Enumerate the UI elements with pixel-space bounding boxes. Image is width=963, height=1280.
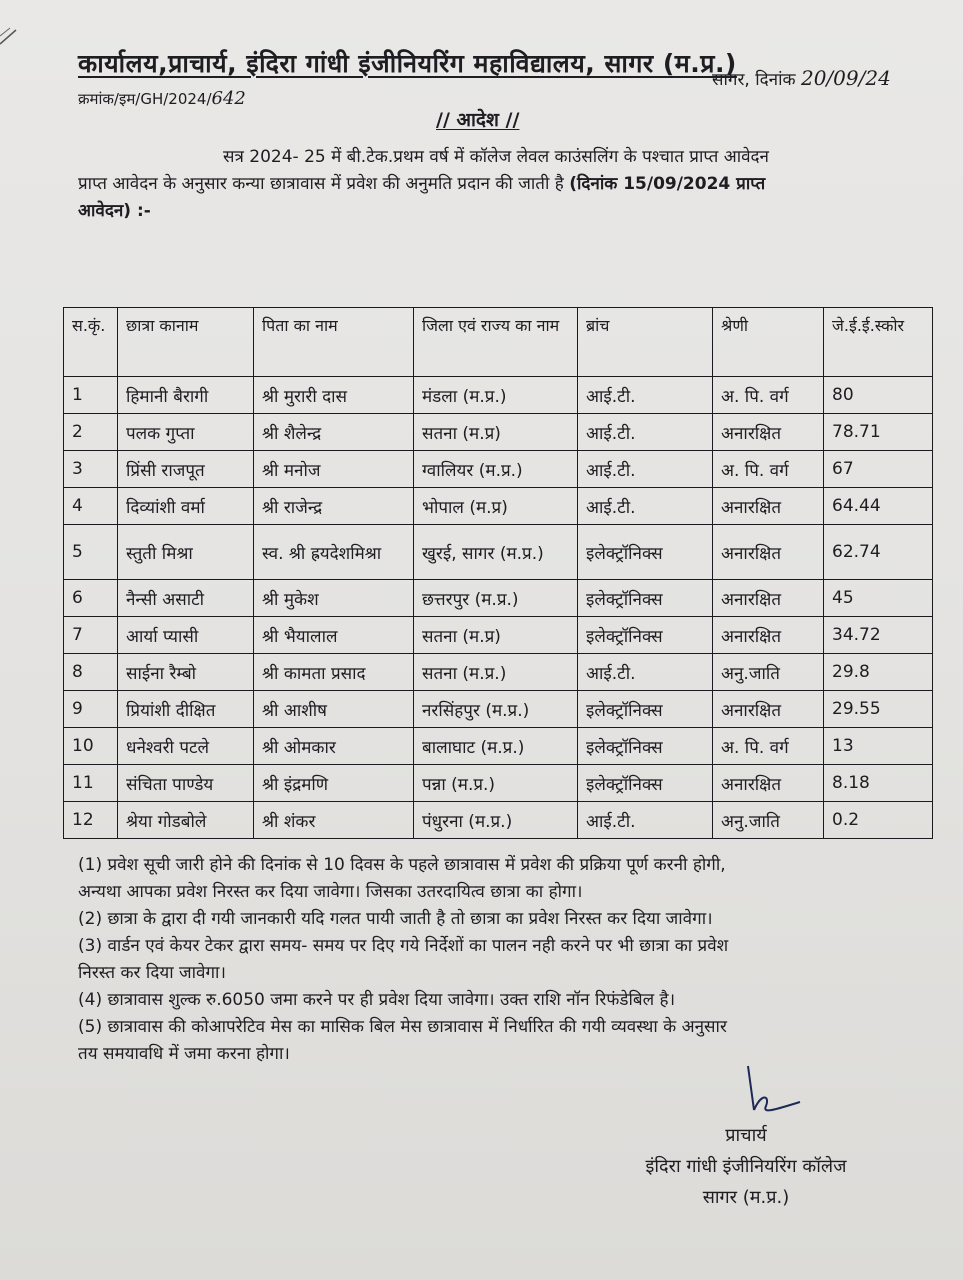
district-cell: मंडला (म.प्र.)	[414, 377, 578, 414]
father-name-cell: श्री मनोज	[254, 451, 414, 488]
intro-line-3: आवेदन) :-	[78, 201, 151, 221]
serial-number-cell: 11	[64, 765, 118, 802]
condition-line: (3) वार्डन एवं केयर टेकर द्वारा समय- समय पर दिए गये निर्देशों का पालन नही करने पर भी छात्रा का प्रवेश	[78, 936, 729, 956]
father-name-cell: श्री राजेन्द्र	[254, 488, 414, 525]
jee-score-cell: 0.2	[824, 802, 933, 839]
reference-label: क्रमांक/इम/GH/2024/	[78, 90, 212, 108]
jee-score-cell: 78.71	[824, 414, 933, 451]
district-cell: सतना (म.प्र.)	[414, 654, 578, 691]
father-name-cell: श्री भैयालाल	[254, 617, 414, 654]
table-row	[64, 451, 933, 488]
student-name-cell: साईना रैम्बो	[118, 654, 254, 691]
category-cell: अनु.जाति	[713, 654, 824, 691]
category-cell: अनारक्षित	[713, 765, 824, 802]
father-name-cell: श्री शंकर	[254, 802, 414, 839]
student-name-cell: प्रियांशी दीक्षित	[118, 691, 254, 728]
intro-paragraph	[78, 144, 923, 225]
district-cell: छत्तरपुर (म.प्र.)	[414, 580, 578, 617]
jee-score-cell: 62.74	[824, 525, 933, 580]
reference-line	[78, 88, 246, 109]
col-header-father: पिता का नाम	[254, 308, 414, 377]
student-name-cell: दिव्यांशी वर्मा	[118, 488, 254, 525]
father-name-cell: श्री आशीष	[254, 691, 414, 728]
category-cell: अनारक्षित	[713, 525, 824, 580]
branch-cell: इलेक्ट्रॉनिक्स	[578, 765, 713, 802]
jee-score-cell: 80	[824, 377, 933, 414]
branch-cell: आई.टी.	[578, 451, 713, 488]
branch-cell: आई.टी.	[578, 654, 713, 691]
condition-line: निरस्त कर दिया जावेगा।	[78, 963, 226, 983]
date-value: 20/09/24	[800, 66, 891, 90]
date-line	[712, 66, 891, 90]
serial-number-cell: 9	[64, 691, 118, 728]
table-header-row	[64, 308, 933, 377]
jee-score-cell: 45	[824, 580, 933, 617]
conditions-list	[78, 852, 938, 1068]
father-name-cell: श्री कामता प्रसाद	[254, 654, 414, 691]
branch-cell: इलेक्ट्रॉनिक्स	[578, 617, 713, 654]
signature-mark	[740, 1062, 810, 1122]
branch-cell: इलेक्ट्रॉनिक्स	[578, 525, 713, 580]
serial-number-cell: 12	[64, 802, 118, 839]
signatory-title: प्राचार्य	[725, 1125, 767, 1146]
student-name-cell: हिमानी बैरागी	[118, 377, 254, 414]
signatory-place: सागर (म.प्र.)	[702, 1187, 790, 1208]
office-heading: कार्यालय,प्राचार्य, इंदिरा गांधी इंजीनियरिंग महाविद्यालय, सागर (म.प्र.)	[78, 49, 737, 78]
district-cell: खुरई, सागर (म.प्र.)	[414, 525, 578, 580]
student-name-cell: धनेश्वरी पटले	[118, 728, 254, 765]
branch-cell: इलेक्ट्रॉनिक्स	[578, 691, 713, 728]
col-header-score: जे.ई.ई.स्कोर	[824, 308, 933, 377]
jee-score-cell: 8.18	[824, 765, 933, 802]
signatory-block	[596, 1120, 896, 1213]
table-row	[64, 580, 933, 617]
serial-number-cell: 6	[64, 580, 118, 617]
col-header-sn: स.कृं.	[64, 308, 118, 377]
district-cell: ग्वालियर (म.प्र.)	[414, 451, 578, 488]
father-name-cell: श्री इंद्रमणि	[254, 765, 414, 802]
serial-number-cell: 7	[64, 617, 118, 654]
intro-line-1: सत्र 2024- 25 में बी.टेक.प्रथम वर्ष में कॉलेज लेवल काउंसलिंग के पश्चात प्राप्त आवेदन	[223, 147, 769, 167]
category-cell: अनारक्षित	[713, 488, 824, 525]
student-name-cell: पलक गुप्ता	[118, 414, 254, 451]
jee-score-cell: 29.55	[824, 691, 933, 728]
district-cell: नरसिंहपुर (म.प्र.)	[414, 691, 578, 728]
student-name-cell: प्रिंसी राजपूत	[118, 451, 254, 488]
jee-score-cell: 34.72	[824, 617, 933, 654]
branch-cell: इलेक्ट्रॉनिक्स	[578, 728, 713, 765]
student-name-cell: आर्या प्यासी	[118, 617, 254, 654]
col-header-name: छात्रा कानाम	[118, 308, 254, 377]
condition-line: (1) प्रवेश सूची जारी होने की दिनांक से 10 दिवस के पहले छात्रावास में प्रवेश की प्रक्रिया पूर्ण करनी होगी,	[78, 855, 726, 875]
jee-score-cell: 64.44	[824, 488, 933, 525]
branch-cell: आई.टी.	[578, 414, 713, 451]
serial-number-cell: 1	[64, 377, 118, 414]
branch-cell: आई.टी.	[578, 802, 713, 839]
category-cell: अनारक्षित	[713, 414, 824, 451]
col-header-district: जिला एवं राज्य का नाम	[414, 308, 578, 377]
table-row	[64, 414, 933, 451]
table-row	[64, 654, 933, 691]
father-name-cell: श्री शैलेन्द्र	[254, 414, 414, 451]
branch-cell: आई.टी.	[578, 377, 713, 414]
student-name-cell: संचिता पाण्डेय	[118, 765, 254, 802]
condition-line: तय समयावधि में जमा करना होगा।	[78, 1044, 290, 1064]
father-name-cell: श्री ओमकार	[254, 728, 414, 765]
table-row	[64, 488, 933, 525]
table-row	[64, 728, 933, 765]
signatory-college: इंदिरा गांधी इंजीनियरिंग कॉलेज	[645, 1156, 847, 1177]
date-label: सागर, दिनांक	[712, 70, 796, 90]
table-row	[64, 617, 933, 654]
category-cell: अनारक्षित	[713, 691, 824, 728]
table-row	[64, 765, 933, 802]
serial-number-cell: 3	[64, 451, 118, 488]
student-name-cell: स्तुती मिश्रा	[118, 525, 254, 580]
father-name-cell: श्री मुरारी दास	[254, 377, 414, 414]
intro-line-2: प्राप्त आवेदन के अनुसार कन्या छात्रावास में प्रवेश की अनुमति प्रदान की जाती है (दिनांक 15/09/2024 प्राप्त	[78, 174, 766, 194]
jee-score-cell: 67	[824, 451, 933, 488]
col-header-branch: ब्रांच	[578, 308, 713, 377]
serial-number-cell: 10	[64, 728, 118, 765]
order-title: // आदेश //	[436, 109, 520, 131]
col-header-category: श्रेणी	[713, 308, 824, 377]
category-cell: अ. पि. वर्ग	[713, 377, 824, 414]
jee-score-cell: 13	[824, 728, 933, 765]
serial-number-cell: 8	[64, 654, 118, 691]
branch-cell: इलेक्ट्रॉनिक्स	[578, 580, 713, 617]
condition-line: (5) छात्रावास की कोआपरेटिव मेस का मासिक बिल मेस छात्रावास में निर्धारित की गयी व्यवस्था के अनुसार	[78, 1017, 727, 1037]
admission-table	[63, 307, 933, 839]
father-name-cell: स्व. श्री ह्रयदेशमिश्रा	[254, 525, 414, 580]
category-cell: अनारक्षित	[713, 617, 824, 654]
district-cell: सतना (म.प्र)	[414, 414, 578, 451]
student-name-cell: श्रेया गोडबोले	[118, 802, 254, 839]
table-row	[64, 377, 933, 414]
category-cell: अनारक्षित	[713, 580, 824, 617]
reference-number: 642	[211, 88, 246, 109]
district-cell: भोपाल (म.प्र)	[414, 488, 578, 525]
table-row	[64, 802, 933, 839]
serial-number-cell: 2	[64, 414, 118, 451]
category-cell: अ. पि. वर्ग	[713, 728, 824, 765]
student-name-cell: नैन्सी असाटी	[118, 580, 254, 617]
condition-line: (4) छात्रावास शुल्क रु.6050 जमा करने पर ही प्रवेश दिया जावेगा। उक्त राशि नॉन रिफंडेबिल है।	[78, 990, 676, 1010]
jee-score-cell: 29.8	[824, 654, 933, 691]
category-cell: अ. पि. वर्ग	[713, 451, 824, 488]
district-cell: पंधुरना (म.प्र.)	[414, 802, 578, 839]
district-cell: पन्ना (म.प्र.)	[414, 765, 578, 802]
district-cell: सतना (म.प्र)	[414, 617, 578, 654]
condition-line: अन्यथा आपका प्रवेश निरस्त कर दिया जावेगा। जिसका उतरदायित्व छात्रा का होगा।	[78, 882, 583, 902]
condition-line: (2) छात्रा के द्वारा दी गयी जानकारी यदि गलत पायी जाती है तो छात्रा का प्रवेश निरस्त कर दिया जावेगा।	[78, 909, 713, 929]
district-cell: बालाघाट (म.प्र.)	[414, 728, 578, 765]
serial-number-cell: 4	[64, 488, 118, 525]
father-name-cell: श्री मुकेश	[254, 580, 414, 617]
serial-number-cell: 5	[64, 525, 118, 580]
category-cell: अनु.जाति	[713, 802, 824, 839]
branch-cell: आई.टी.	[578, 488, 713, 525]
intro-line-2-bold: (दिनांक 15/09/2024 प्राप्त	[569, 174, 766, 194]
table-row	[64, 525, 933, 580]
table-row	[64, 691, 933, 728]
